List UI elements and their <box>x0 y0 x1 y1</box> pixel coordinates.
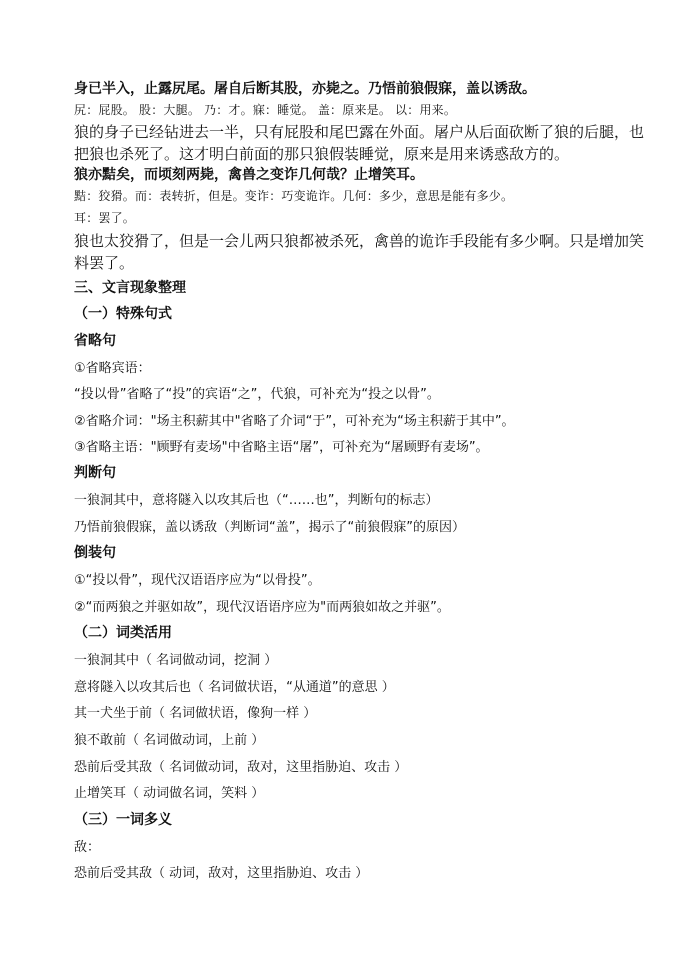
body-line: ③省略主语："顾野有麦场"中省略主语“屠”，可补充为“屠顾野有麦场”。 <box>74 440 489 455</box>
body-line: 一狼洞其中（ 名词做动词，挖洞 ） <box>74 653 278 668</box>
body-line: ①省略宾语： <box>74 361 151 376</box>
original-text-line: 身已半入，止露尻尾。屠自后断其股，亦毙之。乃悟前狼假寐，盖以诱敌。 <box>74 81 536 97</box>
body-line: 意将隧入以攻其后也（ 名词做状语，“从通道”的意思 ） <box>74 680 395 695</box>
category-heading: 倒装句 <box>74 545 116 561</box>
body-line: 乃悟前狼假寐，盖以诱敌（判断词“盖”，揭示了“前狼假寐”的原因） <box>74 520 465 535</box>
section-heading: 三、文言现象整理 <box>74 280 186 296</box>
body-line: 狼不敢前（ 名词做动词，上前 ） <box>74 733 265 748</box>
body-line: ②“而两狼之并驱如故”，现代汉语语序应为"而两狼如故之并驱”。 <box>74 600 450 615</box>
annotation-line: 尻：屁股。 股：大腿。 乃：才。寐：睡觉。 盖：原来是。 以：用来。 <box>74 103 457 117</box>
body-line: ①“投以骨”，现代汉语语序应为“以骨投”。 <box>74 573 321 588</box>
body-line: 止增笑耳（ 动词做名词，笑料 ） <box>74 786 265 801</box>
translation-line: 把狼也杀死了。这才明白前面的那只狼假装睡觉，原来是用来诱惑敌方的。 <box>74 145 570 163</box>
body-line: “投以骨”省略了“投”的宾语“之”，代狼，可补充为“投之以骨”。 <box>74 387 440 402</box>
translation-line: 狼也太狡猾了，但是一会儿两只狼都被杀死，禽兽的诡诈手段能有多少啊。只是增加笑 <box>74 232 645 250</box>
annotation-line: 耳：罢了。 <box>74 211 136 225</box>
translation-line: 狼的身子已经钻进去一半，只有屁股和尾巴露在外面。屠户从后面砍断了狼的后腿，也 <box>74 123 645 141</box>
annotation-line: 黠：狡猾。而：表转折，但是。变诈：巧变诡诈。几何：多少，意思是能有多少。 <box>74 189 514 203</box>
body-line: 一狼洞其中，意将隧入以攻其后也（“……也”，判断句的标志） <box>74 493 439 508</box>
body-line: 恐前后受其敌（ 动词，敌对，这里指胁迫、攻击 ） <box>74 866 369 881</box>
body-line: 敌： <box>74 840 101 855</box>
body-line: 其一犬坐于前（ 名词做状语，像狗一样 ） <box>74 706 317 721</box>
subsection-heading: （二）词类活用 <box>74 625 172 641</box>
category-heading: 判断句 <box>74 465 116 481</box>
category-heading: 省略句 <box>74 333 116 349</box>
subsection-heading: （一）特殊句式 <box>74 306 172 322</box>
body-line: 恐前后受其敌（ 名词做动词，敌对，这里指胁迫、攻击 ） <box>74 760 408 775</box>
body-line: ②省略介词："场主积薪其中"省略了介词“于”，可补充为“场主积薪于其中”。 <box>74 414 515 429</box>
original-text-line: 狼亦黠矣，而顷刻两毙，禽兽之变诈几何哉？止增笑耳。 <box>74 167 424 183</box>
translation-line: 料罢了。 <box>74 254 135 272</box>
subsection-heading: （三）一词多义 <box>74 812 172 828</box>
